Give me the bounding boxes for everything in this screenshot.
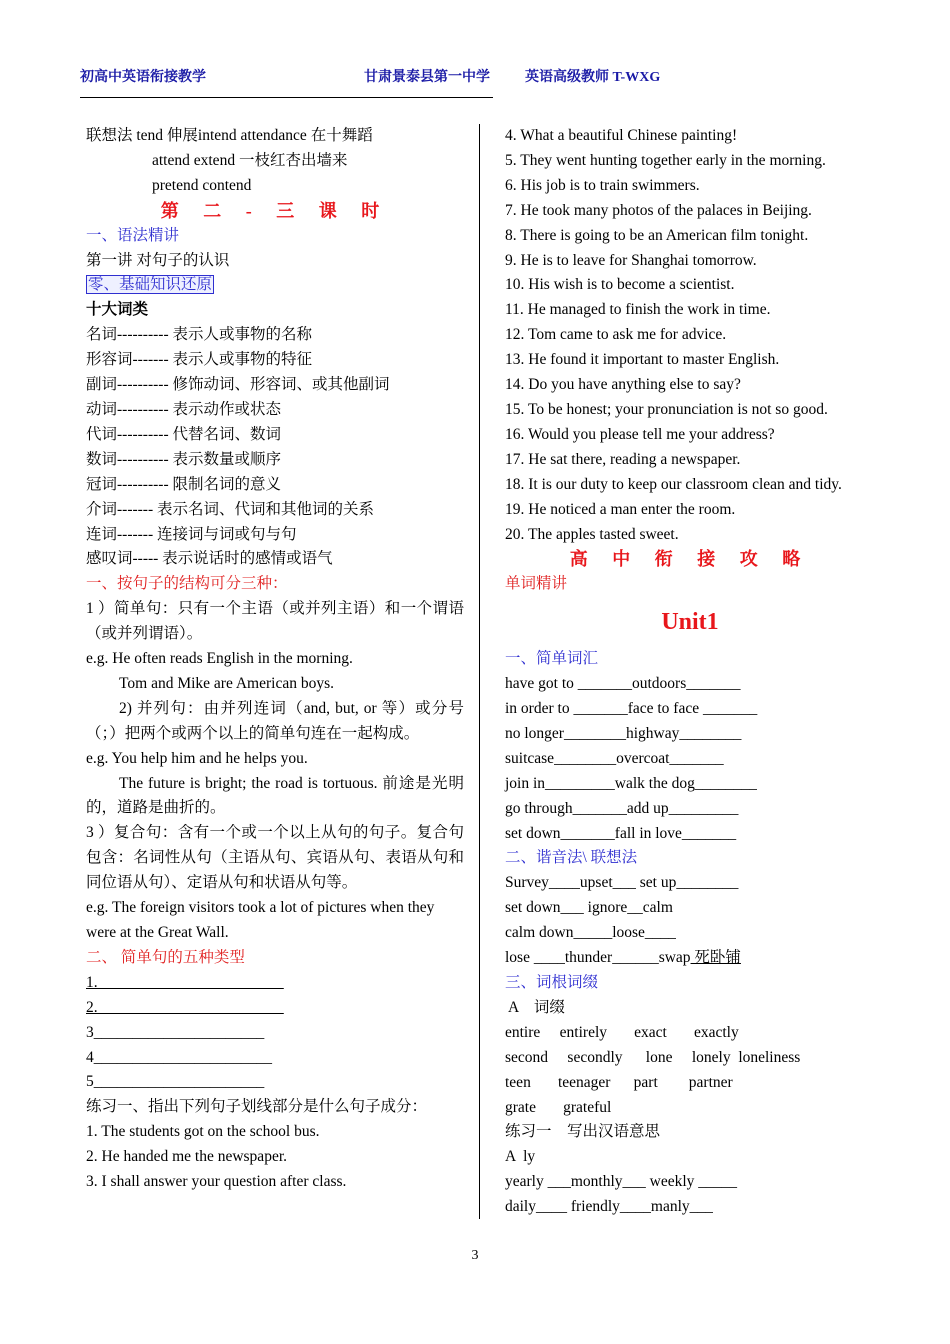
header-middle: 甘肃景泰县第一中学: [364, 70, 490, 85]
exercise-sentence: 17. He sat there, reading a newspaper.: [505, 450, 741, 468]
exercise-sentence: 5. They went hunting together early in the morning.: [505, 151, 826, 169]
pos-item: 数词---------- 表示数量或顺序: [86, 450, 281, 468]
vocab-line: suitcase________overcoat_______: [505, 749, 724, 767]
exercise-heading: 练习一、指出下列句子划线部分是什么句子成分：: [86, 1098, 428, 1116]
vocab-line: join in_________walk the dog________: [505, 774, 757, 792]
assoc-line-1: 联想法 tend 伸展intend attendance 在十舞蹈: [86, 127, 373, 144]
header-left: 初高中英语衔接教学: [80, 70, 206, 85]
pos-item: 冠词---------- 限制名词的意义: [86, 475, 281, 493]
assoc-line-2: attend extend 一枝红杏出墙来: [152, 151, 348, 169]
ten-pos-heading: 十大词类: [86, 301, 149, 319]
exercise-sentence: 2. He handed me the newspaper.: [86, 1148, 288, 1166]
pos-item: 感叹词----- 表示说话时的感情或语气: [86, 550, 333, 568]
assoc-line-3: pretend contend: [152, 176, 252, 194]
left-column: [86, 124, 464, 1195]
five-types-heading: 二、 简单句的五种类型: [86, 948, 245, 966]
pos-item: 介词------- 表示名词、代词和其他词的关系: [86, 500, 375, 518]
exercise-sentence: 10. His wish is to become a scientist.: [505, 276, 735, 294]
column-divider: [479, 124, 480, 1219]
exercise-sentence: 16. Would you please tell me your address?: [505, 425, 775, 443]
exercise-sentence: 8. There is going to be an American film tonight.: [505, 226, 809, 244]
ly-line: yearly ___monthly___ weekly _____: [505, 1173, 738, 1191]
exercise-sentence: 18. It is our duty to keep our classroom clean and tidy.: [505, 475, 842, 493]
pos-item: 动词---------- 表示动作或状态: [86, 400, 281, 418]
compound-sentence-def: 2) 并列句：由并列连词（and, but, or 等）或分号（；）把两个或两个以上的简单句连在一起构成。: [86, 699, 464, 742]
grammar-heading: 一、语法精讲: [86, 226, 180, 244]
blank-line: 5______________________: [86, 1073, 265, 1091]
exercise-sentence: 6. His job is to train swimmers.: [505, 176, 700, 194]
example-1b: Tom and Mike are American boys.: [119, 674, 334, 692]
example-3: e.g. The foreign visitors took a lot of pictures when they were at the Great Wall.: [86, 899, 435, 941]
homophone-heading: 二、谐音法\ 联想法: [505, 849, 638, 867]
pos-item: 副词---------- 修饰动词、形容词、或其他副词: [86, 376, 390, 394]
ly-heading: A ly: [505, 1148, 536, 1166]
complex-sentence-def: 3 ）复合句：含有一个或一个以上从句的句子。复合句包含：名词性从句（主语从句、宾语从句、表语从句和同位语从句）、定语从句和状语从句等。: [86, 824, 464, 892]
vocab-line: no longer________highway________: [505, 724, 742, 742]
basics-heading: 零、基础知识还原: [88, 276, 213, 294]
vocab-line: have got to _______outdoors_______: [505, 675, 741, 693]
lose-text: lose ____thunder______swap: [505, 949, 691, 967]
exercise-sentence: 13. He found it important to master English.: [505, 351, 780, 369]
pos-item: 形容词------- 表示人或事物的特征: [86, 351, 313, 369]
vocab-line: go through_______add up_________: [505, 799, 739, 817]
homophone-line: set down___ ignore__calm: [505, 899, 673, 917]
exercise-sentence: 20. The apples tasted sweet.: [505, 525, 679, 543]
homophone-line: Survey____upset___ set up________: [505, 874, 739, 892]
homophone-line-lose: [505, 946, 875, 971]
vocab-line: set down_______fall in love_______: [505, 824, 737, 842]
page-number: 3: [471, 1248, 479, 1263]
vocab-line: in order to _______face to face _______: [505, 700, 758, 718]
root-heading: 三、词根词缀: [505, 974, 599, 991]
lecture-one: 第一讲 对句子的认识: [86, 251, 230, 269]
example-2b: The future is bright; the road is tortuous. 前途是光明的，道路是曲折的。: [86, 774, 464, 817]
vocab-heading: 一、简单词汇: [505, 650, 599, 668]
lesson-title: 第 二 - 三 课 时: [160, 200, 390, 221]
affix-label: A 词缀: [505, 998, 565, 1016]
blank-line: 3______________________: [86, 1023, 265, 1041]
word-lecture-heading: 单词精讲: [505, 575, 568, 593]
exercise-sentence: 14. Do you have anything else to say?: [505, 376, 741, 394]
exercise-one-heading: 练习一 写出汉语意思: [505, 1123, 661, 1141]
exercise-sentence: 1. The students got on the school bus.: [86, 1123, 320, 1141]
right-column: [505, 124, 875, 1220]
header-rule: [80, 97, 493, 98]
root-line: teen teenager part partner: [505, 1073, 733, 1091]
header-right: 英语高级教师 T-WXG: [525, 70, 661, 85]
pos-item: 连词------- 连接词与词或句与句: [86, 525, 297, 543]
blank-line: 2.________________________: [86, 998, 284, 1016]
structure-heading: 一、按句子的结构可分三种：: [86, 575, 288, 593]
blank-line: 1.________________________: [86, 973, 284, 991]
simple-sentence-def: 1 ）简单句：只有一个主语（或并列主语）和一个谓语（或并列谓语）。: [86, 600, 464, 643]
root-line: second secondly lone lonely loneliness: [505, 1048, 801, 1066]
pos-item: 代词---------- 代替名词、数词: [86, 425, 281, 443]
example-1: e.g. He often reads English in the morning.: [86, 650, 353, 668]
root-line: grate grateful: [505, 1098, 612, 1116]
exercise-sentence: 19. He noticed a man enter the room.: [505, 500, 736, 518]
exercise-sentence: 9. He is to leave for Shanghai tomorrow.: [505, 251, 757, 269]
exercise-sentence: 11. He managed to finish the work in time.: [505, 301, 771, 319]
exercise-sentence: 7. He took many photos of the palaces in Beijing.: [505, 201, 812, 219]
exercise-sentence: 12. Tom came to ask me for advice.: [505, 326, 727, 344]
strategy-title: 高 中 衔 接 攻 略: [569, 549, 811, 570]
exercise-sentence: 15. To be honest; your pronunciation is not so good.: [505, 400, 828, 418]
lose-chinese: 死卧铺: [690, 949, 741, 967]
root-line: entire entirely exact exactly: [505, 1023, 739, 1041]
exercise-sentence: 4. What a beautiful Chinese painting!: [505, 127, 738, 144]
blank-line: 4_______________________: [86, 1048, 272, 1066]
example-2: e.g. You help him and he helps you.: [86, 749, 308, 767]
unit-title: Unit1: [661, 609, 719, 636]
exercise-sentence: 3. I shall answer your question after class.: [86, 1173, 347, 1191]
ly-line: daily____ friendly____manly___: [505, 1198, 713, 1216]
homophone-line: calm down_____loose____: [505, 924, 676, 942]
pos-item: 名词---------- 表示人或事物的名称: [86, 326, 312, 344]
